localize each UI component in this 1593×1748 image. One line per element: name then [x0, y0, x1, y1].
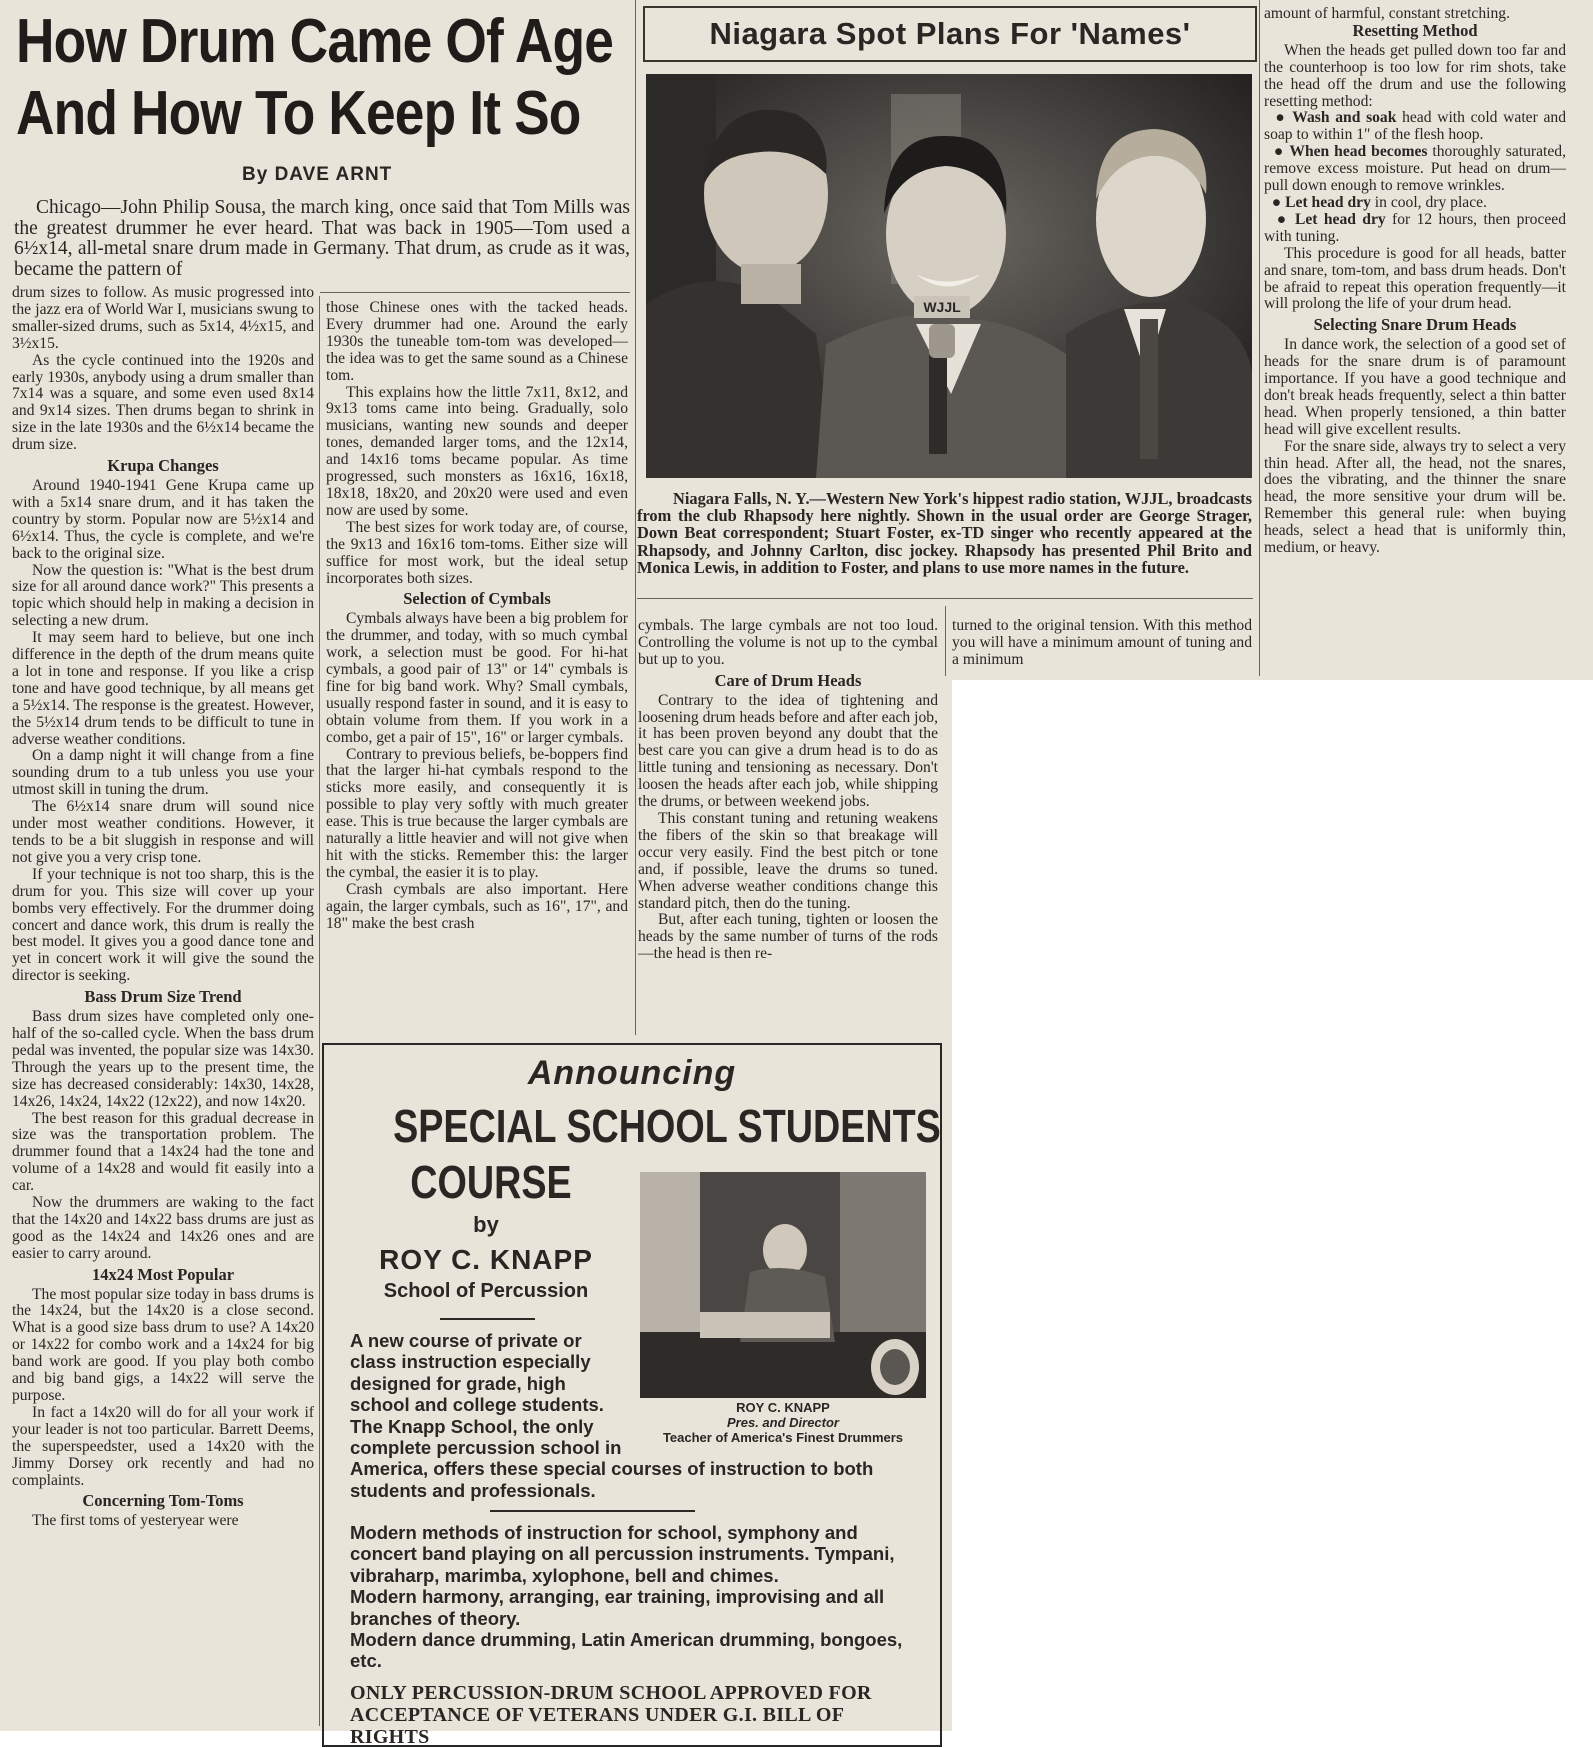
article-paragraph: Around 1940-1941 Gene Krupa came up with a 5x14 snare drum, and it has taken the country by storm. Popular now are 5½x14 and 6½x14. Thus, the cycle is complete, and we're back to the original size.	[12, 476, 314, 562]
mic-flag-text: WJJL	[923, 299, 961, 315]
article-paragraph: cymbals. The large cymbals are not too loud. Controlling the volume is not up to the cymbal but up to you.	[638, 617, 938, 668]
bullet-text: thoroughly saturated, remove excess moisture. Put head on drum—pull down enough to remove wrinkles.	[1264, 143, 1566, 195]
bullet-icon: ●	[1264, 193, 1286, 211]
article-headline-line2: And How To Keep It So	[16, 79, 581, 148]
article-column-1	[12, 285, 314, 1530]
ad-rule	[440, 1318, 535, 1320]
article-paragraph: For the snare side, always try to select a very thin head. After all, the head, not the snares, does the vibrating, and the thinner the snare head, the more sensitive your drum will be. Remember this general rule: when buying heads, select a head that is uniformly thin, medium, or heavy.	[1264, 437, 1566, 557]
article-paragraph: If your technique is not too sharp, this is the drum for you. This size will cover up your bombs very effectively. For the drummer doing concert and dance work, this drum is really the best model. It gives you a good dance tone and yet in concert work it will give the sound the director is seeking.	[12, 865, 314, 985]
bullet-lead: Wash and soak	[1292, 109, 1397, 127]
bullet-item	[1264, 212, 1566, 246]
ad-intro-float-spacer	[626, 1330, 922, 1448]
subhead-krupa-changes: Krupa Changes	[107, 456, 219, 476]
subhead-most-popular: 14x24 Most Popular	[91, 1264, 235, 1284]
article-paragraph: This explains how the little 7x11, 8x12, and 9x13 toms came into being. Gradually, solo musicians, wanting new sounds and deeper tones, demanded larger toms, and the 12x14, and 14x16 toms became popular. As time progressed, such monsters as 16x16, 16x18, 18x18, 18x20, and 20x20 were used and even now are used by some.	[326, 383, 628, 519]
bullet-item	[1264, 144, 1566, 195]
bullet-item	[1264, 195, 1566, 212]
caption-text: Niagara Falls, N. Y.—Western New York's hippest radio station, WJJL, broadcasts from the club Rhapsody here nightly. Shown in the usual order are George Strager, Down Beat correspondent; Stuart Foster, ex-TD singer who recently appeared at the Rhapsody, and Johnny Carlton, disc jockey. Rhapsody has presented Phil Brito and Monica Lewis, in addition to Foster, and plans to use more names in the future.	[637, 489, 1252, 577]
bullet-text: in cool, dry place.	[1370, 193, 1487, 211]
caption-rule	[637, 598, 1253, 599]
niagara-photo-image	[646, 74, 1252, 478]
niagara-photo	[646, 74, 1252, 478]
subhead-care-of-drum-heads: Care of Drum Heads	[714, 670, 862, 690]
article-paragraph: The 6½x14 snare drum will sound nice under most weather conditions. However, it tends to be a bit sluggish in response and will not give you a very crisp tone.	[12, 798, 314, 866]
article-column-4	[952, 618, 1252, 669]
article-paragraph: The best reason for this gradual decrease in size was the transportation problem. The drummer found that a 14x24 had the tone and volume of a 14x28 and would fit easily into a car.	[12, 1109, 314, 1195]
article-paragraph: As the cycle continued into the 1920s and early 1930s, anybody using a drum smaller than 7x14 was a square, and some even used 8x14 and 9x14 sizes. Then drums began to shrink in size in the late 1930s and the 6½x14 became the drum size.	[12, 351, 314, 454]
article-paragraph: Now the question is: "What is the best drum size for all around dance work?" This presents a topic which should help in making a decision in selecting a new drum.	[12, 561, 314, 630]
article-paragraph: amount of harmful, constant stretching.	[1264, 5, 1510, 22]
article-paragraph: Contrary to previous beliefs, be-boppers find that the larger hi-hat cymbals respond to the sticks more easily, and consequently it is possible to play very softly with much greater ease. This is true because the larger cymbals are naturally a little heavier and will not give when hit with the sticks. Remember this: the larger the cymbal, the easier it is to play.	[326, 745, 628, 881]
bullet-text: for 12 hours, then proceed with tuning.	[1264, 210, 1567, 245]
ad-announcing: Announcing	[527, 1054, 737, 1092]
ad-course-item: Modern harmony, arranging, ear training, improvising and all branches of theory.	[350, 1586, 885, 1629]
bullet-item	[1264, 110, 1566, 144]
ad-course-list	[350, 1522, 922, 1672]
article-paragraph: Cymbals always have been a big problem for the drummer, and today, with so much cymbal work, a selection must be good. For hi-hat cymbals, a good pair of 13" or 14" cymbals is fine for big band work. Why? Small cymbals, usually respond faster in sound, and it is easy to obtain volume from them. If you work in a combo, get a pair of 15", 16" or larger cymbals.	[326, 610, 628, 746]
ad-by: by	[473, 1212, 499, 1237]
article-paragraph: Bass drum sizes have completed only one-half of the so-called cycle. When the bass drum pedal was invented, the popular size was 14x30. Through the years up to the present time, the size has decreased considerably: 14x30, 14x28, 14x26, 14x24, 14x22 (12x22), and now 14x20.	[12, 1008, 314, 1110]
bullet-lead: Let head dry	[1285, 193, 1371, 211]
article-paragraph: The best sizes for work today are, of course, the 9x13 and 16x16 tom-toms. Either size will suffice for most work, but the ideal setup incorporates both sizes.	[326, 518, 628, 587]
column-rule	[319, 296, 320, 1726]
column-rule	[1259, 0, 1260, 676]
bullet-text: head with cold water and soap to within 1" of the flesh hoop.	[1264, 109, 1566, 144]
article-lede	[14, 198, 630, 280]
article-column-3	[638, 618, 938, 963]
bullet-lead: When head becomes	[1289, 143, 1428, 161]
bullet-icon: ●	[1264, 109, 1293, 127]
ad-footer: ONLY PERCUSSION-DRUM SCHOOL APPROVED FOR ACCEPTANCE OF VETERANS UNDER G.I. BILL OF RIGHTS	[350, 1682, 872, 1748]
article-column-2	[326, 300, 628, 933]
article-byline: By DAVE ARNT	[242, 164, 393, 185]
article-paragraph: Now the drummers are waking to the fact that the 14x20 and 14x22 bass drums are just as good as the 14x24 and 14x26 ones and are easier to carry around.	[12, 1194, 314, 1262]
bullet-icon: ●	[1264, 210, 1295, 228]
ad-school-name: ROY C. KNAPP	[379, 1244, 593, 1275]
article-paragraph: This procedure is good for all heads, batter and snare, tom-tom, and bass drum heads. Don't be afraid to repeat this operation frequently—it will prolong the life of your drum head.	[1264, 244, 1566, 313]
niagara-caption	[637, 490, 1252, 576]
subhead-selecting-snare-drum-heads: Selecting Snare Drum Heads	[1313, 315, 1517, 335]
article-headline-line1: How Drum Came Of Age	[16, 7, 614, 76]
subhead-selection-of-cymbals: Selection of Cymbals	[403, 589, 551, 609]
ad-intro	[350, 1330, 922, 1501]
lede-paragraph: Chicago—John Philip Sousa, the march king, once said that Tom Mills was the greatest drummer he ever heard. That was back in 1905—Tom used a 6½x14, all-metal snare drum made in Germany. That drum, as crude as it was, became the pattern of	[14, 197, 630, 280]
article-column-5	[1264, 6, 1566, 557]
subhead-resetting-method: Resetting Method	[1352, 20, 1478, 40]
article-paragraph: It may seem hard to believe, but one inch difference in the depth of the drum means quite a lot in tone and response. If you like a crisp tone and have good technique, by all means get a 5½x14. The response is the greatest. However, the 5½x14 drum tends to be difficult to tune in adverse weather conditions.	[12, 629, 314, 748]
article-paragraph: those Chinese ones with the tacked heads. Every drummer had one. Around the early 1930s the tuneable tom-tom was developed—the idea was to get the same sound as a Chinese tom.	[326, 299, 628, 384]
bullet-icon: ●	[1264, 143, 1290, 161]
article-paragraph: When the heads get pulled down too far and the counterhoop is too low for rim shots, take the head off the drum and use the following resetting method:	[1264, 41, 1566, 110]
bullet-lead: Let head dry	[1294, 210, 1386, 228]
subhead-concerning-tom-toms: Concerning Tom-Toms	[82, 1491, 244, 1511]
subhead-bass-drum-size-trend: Bass Drum Size Trend	[84, 987, 242, 1007]
ad-school-subtitle: School of Percussion	[383, 1280, 589, 1302]
ad-photo-name: ROY C. KNAPP	[736, 1400, 830, 1415]
ad-rule	[490, 1510, 695, 1512]
article-paragraph: turned to the original tension. With this method you will have a minimum amount of tuning and a minimum	[952, 617, 1252, 668]
ad-title-line1: SPECIAL SCHOOL STUDENTS	[393, 1100, 941, 1152]
article-paragraph: In dance work, the selection of a good set of heads for the snare drum is of paramount importance. If you have a good technique and don't break heads frequently, select a thin batter head. When properly tensioned, a thin batter head will give excellent results.	[1264, 336, 1566, 438]
ad-photo-title: Pres. and Director	[727, 1415, 839, 1430]
ad-intro-text: A new course of private or class instruction especially designed for grade, high school and college students. The Knapp School, the only complete percussion school in America, offers these special courses of instruction to both students and professionals.	[350, 1330, 874, 1501]
article-paragraph: This constant tuning and retuning weakens the fibers of the skin so that breakage will occur very easily. Find the best pitch or tone and, if possible, leave the drums so tuned. When adverse weather conditions change this standard pitch, then do the tuning.	[638, 809, 938, 912]
column-rule	[945, 606, 946, 676]
ad-photo-tagline: Teacher of America's Finest Drummers	[662, 1430, 904, 1445]
article-paragraph: On a damp night it will change from a fine sounding drum to a tub unless you use your utmost skill in tuning the drum.	[12, 747, 314, 799]
article-paragraph: The first toms of yesteryear were	[32, 1512, 239, 1530]
article-paragraph: Crash cymbals are also important. Here again, the larger cymbals, such as 16", 17", and 18" make the best crash	[326, 880, 628, 932]
column-rule	[320, 292, 630, 293]
ad-title-line2: COURSE	[410, 1156, 572, 1208]
article-paragraph: Contrary to the idea of tightening and loosening drum heads before and after each job, it has been proven beyond any doubt that the best care you can give a drum head is to do as little tuning and tensioning as necessary. Don't loosen the heads after each job, while shipping the drums, or between weekend jobs.	[638, 691, 938, 811]
article-paragraph: drum sizes to follow. As music progressed into the jazz era of World War I, musicians swung to smaller-sized drums, such as 5x14, 4½x15, and 3½x15.	[12, 284, 314, 352]
ad-course-item: Modern dance drumming, Latin American drumming, bongoes, etc.	[350, 1629, 903, 1672]
article-paragraph: In fact a 14x20 will do for all your work if your leader is not too particular. Barrett Deems, the superspeedster, used a 14x20 with the Jimmy Dorsey ork recently and had no complaints.	[12, 1403, 314, 1489]
column-rule	[635, 0, 636, 1035]
article-paragraph: But, after each tuning, tighten or loosen the heads by the same number of turns of the rods—the head is then re-	[638, 911, 938, 963]
article-paragraph: The most popular size today in bass drums is the 14x24, but the 14x20 is a close second. What is a good size bass drum to use? A 14x20 or 14x22 for combo work and a 14x24 for big band work are good. If you play both combo and big band gigs, a 14x22 will serve the purpose.	[12, 1285, 314, 1404]
ad-course-item: Modern methods of instruction for school, symphony and concert band playing on all percussion instruments. Tympani, vibraharp, marimba, xylophone, bell and chimes.	[350, 1522, 895, 1586]
niagara-headline: Niagara Spot Plans For 'Names'	[709, 16, 1191, 51]
